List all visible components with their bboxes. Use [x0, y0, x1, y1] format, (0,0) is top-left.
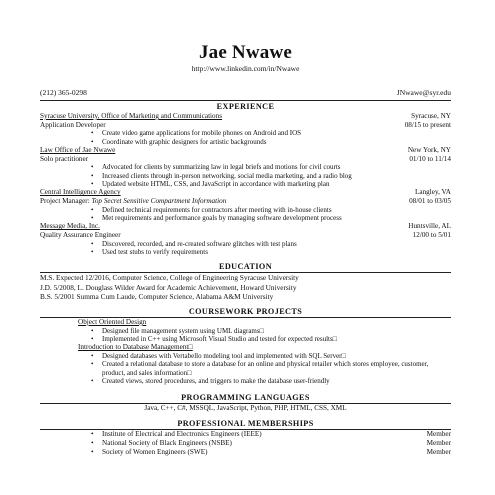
coursework-section [40, 307, 451, 386]
job-bullet: • Advocated for clients by summarizing law in legal briefs and motions for civil courts [40, 163, 451, 171]
project-name: Introduction to Database Management□ [78, 343, 193, 352]
job-org: Law Office of Jae Nwawe [40, 146, 116, 154]
job-role [40, 197, 226, 206]
project-bullet: • Created views, stored procedures, and triggers to make the database user-friendly [40, 377, 451, 385]
memberships-section [40, 419, 451, 457]
job-bullet: • Coordinate with graphic designers for artistic backgrounds [40, 138, 451, 146]
membership-item [40, 439, 451, 448]
resume-name: Jae Nwawe [198, 42, 293, 63]
linkedin-url[interactable]: http://www.linkedin.com/in/Nwawe [191, 64, 300, 73]
job-dates: 01/10 to 11/14 [409, 154, 451, 163]
education-section [40, 262, 451, 301]
education-entry: B.S. 5/2001 Summa Cum Laude, Computer Science, Alabama A&M University [40, 291, 274, 301]
project-bullets [40, 352, 451, 386]
membership-org: • National Society of Black Engineers (NSBE) [102, 438, 232, 447]
job-role: Application Developer [40, 120, 106, 129]
education-entry: J.D. 5/2008, L. Douglass Wilder Award for Academic Achievement, Howard University [40, 282, 297, 292]
project-bullet: • Designed databases with Vertabello modeling tool and implemented with SQL Server□ [40, 352, 451, 360]
job-bullet: • Create video game applications for mobile phones on Android and IOS [40, 129, 451, 137]
job-entry [40, 188, 451, 222]
job-dates: 08/01 to 03/05 [409, 197, 451, 205]
membership-item [40, 430, 451, 439]
project-bullet: • Implemented in C++ using Microsoft Visual Studio and tested for expected results□ [40, 335, 451, 343]
contact-line [40, 88, 451, 97]
job-role-row [40, 197, 451, 206]
job-location: Huntsville, AL [408, 222, 451, 231]
languages-title: PROGRAMMING LANGUAGES [181, 392, 310, 402]
job-bullet: • Met requirements and performance goals by managing software development process [40, 214, 451, 222]
job-org: Message Media, Inc. [40, 222, 100, 231]
coursework-title: COURSEWORK PROJECTS [188, 307, 303, 317]
languages-section [40, 393, 451, 413]
job-bullets [40, 206, 451, 223]
job-role: Solo practitioner [40, 154, 89, 163]
email-address[interactable]: JNwawe@syr.edu [396, 88, 451, 97]
job-bullets [40, 129, 451, 146]
job-org: Central Intelligence Agency [40, 188, 121, 197]
membership-item [40, 448, 451, 457]
job-entry [40, 112, 451, 146]
job-bullet: • Updated website HTML, CSS, and JavaScript in accordance with marketing plan [40, 180, 451, 188]
project-name: Object Oriented Design [78, 318, 147, 327]
job-org-row [40, 222, 451, 231]
memberships-title: PROFESSIONAL MEMBERSHIPS [177, 418, 314, 428]
experience-section [40, 100, 451, 256]
project-bullet: • Created a relational database to store a database for an online and physical retailer which stores employee, customer, product, and sales information□ [40, 360, 451, 377]
job-dates: 12/00 to 5/01 [412, 231, 451, 239]
job-role-row [40, 121, 451, 130]
membership-org: • Society of Women Engineers (SWE) [102, 447, 208, 456]
education-entry: M.S. Expected 12/2016, Computer Science, College of Engineering Syracuse University [40, 273, 299, 283]
project-bullet: • Designed file management system using UML diagrams□ [40, 327, 451, 335]
membership-status: Member [426, 447, 451, 456]
job-entry [40, 222, 451, 256]
job-role: Quality Assurance Engineer [40, 231, 121, 239]
job-bullet: • Defined technical requirements for contractors after meeting with in-house clients [40, 206, 451, 214]
education-title: EDUCATION [218, 262, 273, 272]
section-divider [40, 100, 451, 101]
job-bullet: • Discovered, recorded, and re-created software glitches with test plans [40, 240, 451, 248]
job-location: New York, NY [407, 146, 451, 154]
job-location: Syracuse, NY [411, 112, 451, 120]
job-bullets [40, 240, 451, 257]
job-role-row [40, 155, 451, 164]
languages-list: Java, C++, C#, MSSQL, JavaScript, Python, PHP, HTML, CSS, XML [144, 403, 347, 412]
job-location: Langley, VA [415, 188, 451, 197]
job-role-clearance: Top Secret Sensitive Compartment Information [91, 197, 227, 205]
job-dates: 08/15 to present [404, 120, 451, 129]
job-org-row [40, 112, 451, 121]
project-bullets [40, 327, 451, 344]
job-bullet: • Used test stubs to verify requirements [40, 248, 451, 256]
job-entry [40, 146, 451, 188]
job-org-row [40, 188, 451, 197]
job-role-prefix: Project Manager: [40, 197, 92, 205]
experience-title: EXPERIENCE [216, 102, 275, 111]
job-role-row [40, 231, 451, 240]
job-bullets [40, 163, 451, 188]
job-bullet: • Increased clients through in-person networking, social media marketing, and a radio blog [40, 172, 451, 180]
membership-status: Member [426, 438, 451, 447]
membership-org: • Institute of Electrical and Electronics Engineers (IEEE) [102, 429, 262, 438]
membership-status: Member [426, 429, 451, 438]
phone-number: (212) 365-0298 [40, 88, 87, 97]
job-org: Syracuse University, Office of Marketing and Communications [40, 112, 223, 120]
job-org-row [40, 146, 451, 155]
